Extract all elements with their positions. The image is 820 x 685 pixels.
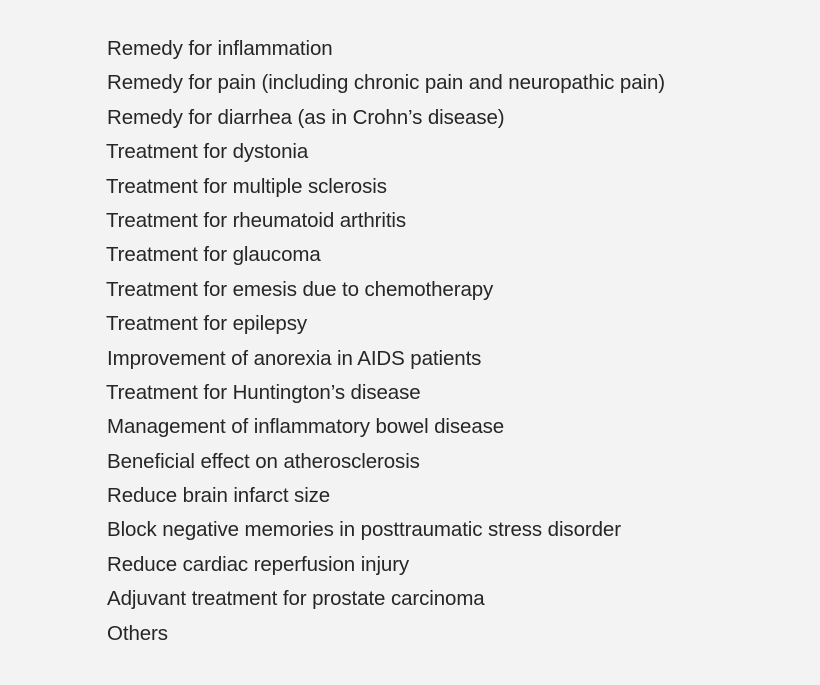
list-item: Reduce brain infarct size [107, 484, 331, 508]
list-item: Remedy for diarrhea (as in Crohn’s disease) [107, 105, 505, 129]
list-item: Treatment for dystonia [106, 140, 309, 164]
list-item: Remedy for pain (including chronic pain and neuropathic pain) [107, 71, 665, 95]
list-item: Adjuvant treatment for prostate carcinoma [107, 587, 485, 611]
list-item: Treatment for epilepsy [106, 312, 307, 336]
list-item: Others [107, 621, 168, 645]
list-item: Treatment for emesis due to chemotherapy [106, 277, 494, 301]
list-item: Treatment for rheumatoid arthritis [106, 208, 407, 232]
list-item: Improvement of anorexia in AIDS patients [107, 346, 482, 370]
list-item: Treatment for multiple sclerosis [106, 174, 387, 198]
list-item: Beneficial effect on atherosclerosis [107, 449, 420, 473]
list-item: Management of inflammatory bowel disease [107, 415, 505, 439]
list-item: Reduce cardiac reperfusion injury [107, 552, 410, 576]
application-list [106, 34, 665, 653]
list-item: Block negative memories in posttraumatic stress disorder [107, 518, 621, 542]
list-item: Remedy for inflammation [107, 37, 333, 60]
list-item: Treatment for Huntington’s disease [106, 380, 421, 404]
list-item: Treatment for glaucoma [106, 243, 321, 267]
